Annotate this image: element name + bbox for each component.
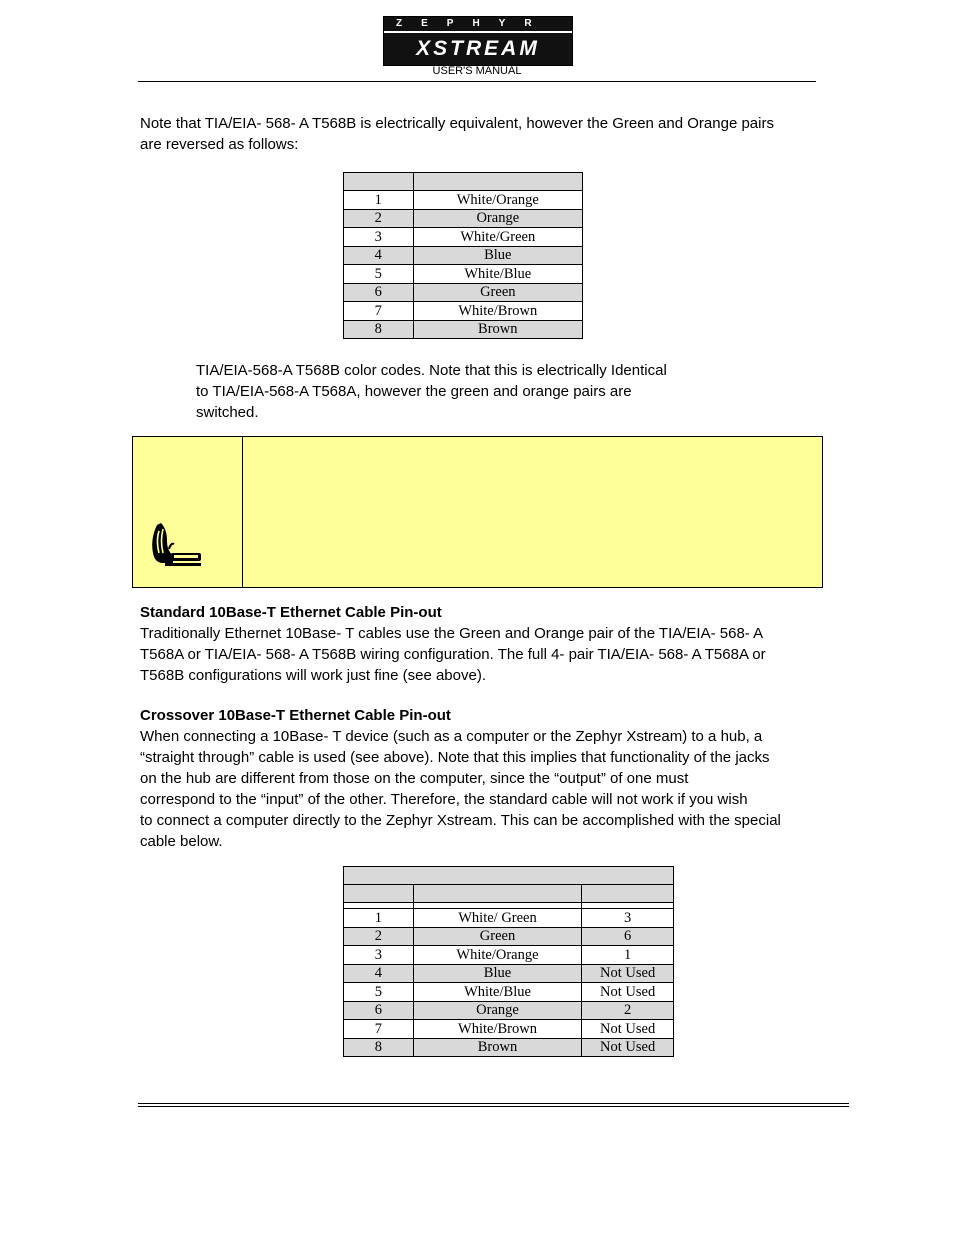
section-line: to connect a computer directly to the Zephyr Xstream. This can be accomplished with the special xyxy=(140,812,781,829)
section-line: Traditionally Ethernet 10Base- T cables use the Green and Orange pair of the TIA/EIA- 568- A xyxy=(140,625,764,642)
t568b-color-table xyxy=(343,172,583,339)
section-crossover-cable xyxy=(140,705,781,852)
section-line: correspond to the “input” of the other. Therefore, the standard cable will not work if you wish xyxy=(140,791,748,808)
intro-line: are reversed as follows: xyxy=(140,136,299,153)
section-line: cable below. xyxy=(140,833,223,850)
table1-caption xyxy=(196,360,667,423)
logo-top-text: ZEPHYR xyxy=(396,18,551,29)
section-line: When connecting a 10Base- T device (such as a computer or the Zephyr Xstream) to a hub, a xyxy=(140,728,763,745)
hand-pointing-icon xyxy=(143,519,203,569)
table-row: 8 Brown Not Used xyxy=(344,1038,674,1057)
table-row: 1 White/Orange xyxy=(344,191,583,210)
section-heading: Standard 10Base-T Ethernet Cable Pin-out xyxy=(140,604,442,621)
table-header-row xyxy=(344,885,674,903)
logo-main-text: XSTREAM xyxy=(416,37,540,60)
table-row: 5 White/Blue Not Used xyxy=(344,983,674,1002)
table-row: 3 White/Orange 1 xyxy=(344,946,674,965)
section-standard-cable xyxy=(140,602,766,686)
caption-line: switched. xyxy=(196,404,259,421)
crossover-pin-table xyxy=(343,866,674,1057)
footer-rule xyxy=(138,1106,849,1107)
table-header-row xyxy=(344,173,583,191)
table-row: 7 White/Brown xyxy=(344,302,583,321)
manual-label: USER'S MANUAL xyxy=(432,65,522,77)
table-row: 6 Orange 2 xyxy=(344,1001,674,1020)
note-divider xyxy=(242,437,243,587)
caption-line: TIA/EIA-568-A T568B color codes. Note that this is electrically Identical xyxy=(196,362,667,379)
table-row: 4 Blue Not Used xyxy=(344,964,674,983)
table-row: 3 White/Green xyxy=(344,228,583,247)
table-row: 4 Blue xyxy=(344,246,583,265)
table-row: 5 White/Blue xyxy=(344,265,583,284)
section-line: “straight through” cable is used (see above). Note that this implies that functionality of the jacks xyxy=(140,749,770,766)
section-line: T568B configurations will work just fine (see above). xyxy=(140,667,486,684)
table-row: 7 White/Brown Not Used xyxy=(344,1020,674,1039)
table-title-row xyxy=(344,867,674,885)
caption-line: to TIA/EIA-568-A T568A, however the green and orange pairs are xyxy=(196,383,632,400)
table-row: 2 Orange xyxy=(344,209,583,228)
table-row: 2 Green 6 xyxy=(344,927,674,946)
section-line: T568A or TIA/EIA- 568- A T568B wiring configuration. The full 4- pair TIA/EIA- 568- A T568A or xyxy=(140,646,766,663)
section-line: on the hub are different from those on the computer, since the “output” of one must xyxy=(140,770,689,787)
footer-rule xyxy=(138,1103,849,1104)
header-rule xyxy=(138,81,816,82)
table-row: 6 Green xyxy=(344,283,583,302)
table-row: 8 Brown xyxy=(344,320,583,339)
section-heading: Crossover 10Base-T Ethernet Cable Pin-out xyxy=(140,707,451,724)
table-row: 1 White/ Green 3 xyxy=(344,909,674,928)
logo-divider xyxy=(384,31,572,33)
intro-paragraph xyxy=(140,113,774,155)
intro-line: Note that TIA/EIA- 568- A T568B is electrically equivalent, however the Green and Orange pairs xyxy=(140,115,774,132)
note-box xyxy=(132,436,823,588)
zephyr-xstream-logo xyxy=(383,16,573,66)
